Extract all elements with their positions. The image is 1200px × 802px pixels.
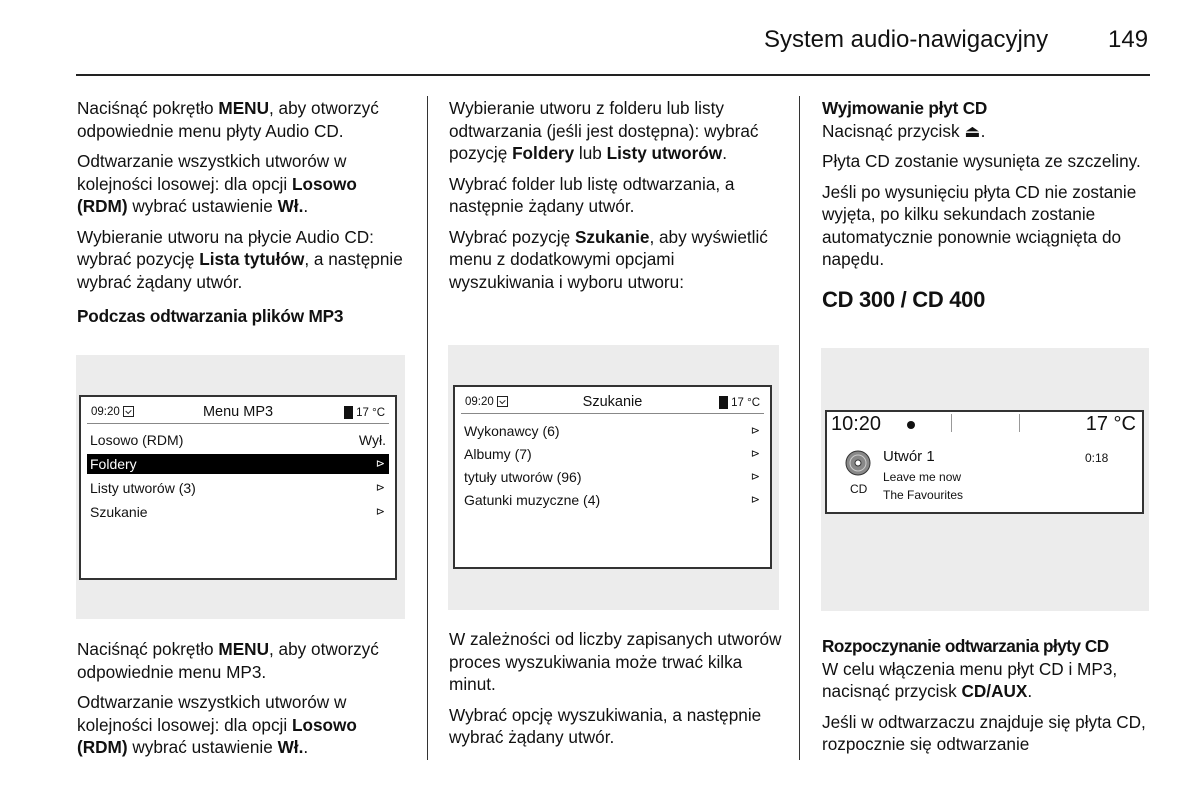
menu-item-playlists[interactable] (87, 478, 389, 498)
keyword: Losowo (RDM) (77, 714, 357, 757)
keyword: MENU (218, 98, 269, 118)
status-divider (1019, 414, 1020, 432)
screen-figure-cd-player (821, 348, 1149, 611)
status-divider (951, 414, 952, 432)
keyword: Wł. (277, 737, 304, 757)
temp-text: 17 °C (356, 407, 385, 419)
eject-icon: ⏏ (964, 120, 981, 141)
cd-disc-icon (845, 450, 871, 476)
column-3-bottom (822, 635, 1154, 764)
keyword: Losowo (RDM) (77, 173, 357, 216)
text: Nacisnąć przycisk (822, 120, 965, 141)
section-heading: Podczas odtwarzania plików MP3 (77, 306, 344, 326)
menu-item-label: Albumy (7) (464, 446, 532, 462)
column-3-top (822, 97, 1152, 319)
chapter-heading: CD 300 / CD 400 (822, 286, 986, 312)
chevron-right-icon: ⊳ (375, 482, 385, 494)
column-divider-1 (427, 96, 428, 760)
thermometer-icon (719, 396, 728, 409)
chevron-right-icon: ⊳ (750, 471, 760, 483)
display-screen (453, 385, 772, 569)
time-text: 09:20 (465, 396, 494, 408)
menu-item-label: Gatunki muzyczne (4) (464, 492, 601, 508)
menu-item-label: Listy utworów (3) (90, 480, 196, 496)
display-screen (825, 410, 1144, 514)
keyword: Listy utworów (606, 143, 723, 163)
column-1-top (77, 97, 407, 336)
text: Naciśnąć pokrętło (77, 98, 219, 118)
status-bar (461, 393, 764, 414)
status-temperature (719, 396, 760, 409)
text: wybrać ustawienie (127, 737, 278, 757)
column-divider-2 (799, 96, 800, 760)
column-2-bottom (449, 628, 784, 757)
text: . (980, 120, 986, 141)
screen-title: Menu MP3 (202, 404, 274, 420)
menu-item-label: Foldery (90, 456, 137, 472)
paragraph (822, 120, 1152, 143)
text: , a następnie wybrać żądany utwór. (77, 249, 403, 292)
text: Wybieranie utworu na płycie Audio CD: wybrać pozycję (77, 226, 374, 269)
text: . (722, 143, 727, 163)
track-title: Utwór 1 (883, 448, 935, 465)
keyword: Foldery (512, 143, 575, 163)
paragraph (449, 97, 784, 165)
column-2-top (449, 97, 784, 301)
text: lub (574, 143, 607, 163)
paragraph: Płyta CD zostanie wysunięta ze szczeliny. (822, 151, 1141, 171)
status-temperature (344, 406, 385, 419)
keyword: MENU (218, 639, 269, 659)
paragraph (77, 638, 407, 683)
menu-item-label: tytuły utworów (96) (464, 469, 582, 485)
source-label: CD (850, 482, 868, 496)
display-screen (79, 395, 397, 580)
paragraph: W zależności od liczby zapisanych utworów proces wyszukiwania może trwać kilka minut. (449, 629, 782, 694)
paragraph: Jeśli w odtwarzaczu znajduje się płyta CD, rozpocznie się odtwarzanie (822, 711, 1146, 754)
section-heading: Rozpoczynanie odtwarzania płyty CD (822, 636, 1109, 656)
menu-item-track-titles[interactable] (461, 467, 764, 487)
chevron-right-icon: ⊳ (375, 506, 385, 518)
text: Wybrać pozycję (449, 226, 575, 247)
menu-item-genres[interactable] (461, 490, 764, 510)
chevron-right-icon: ⊳ (750, 448, 760, 460)
menu-item-random[interactable] (87, 430, 389, 450)
running-header-title: System audio-nawigacyjny (764, 26, 1049, 53)
thermometer-icon (344, 406, 353, 419)
keyword: Lista tytułów (199, 249, 305, 269)
paragraph: Wybrać opcję wyszukiwania, a następnie wybrać żądany utwór. (449, 704, 762, 747)
text: W celu włączenia menu płyt CD i MP3, nacisnąć przycisk (822, 658, 1118, 701)
text: . (303, 196, 309, 216)
page-number: 149 (1108, 26, 1149, 53)
text: , aby otworzyć odpowiednie menu MP3. (77, 639, 379, 682)
record-indicator-icon (907, 421, 915, 429)
paragraph (822, 658, 1154, 703)
track-info-line: Leave me now (883, 470, 962, 484)
menu-item-artists[interactable] (461, 421, 764, 441)
status-bar (827, 412, 1142, 436)
text: . (1027, 681, 1033, 701)
column-1-bottom (77, 638, 407, 767)
menu-item-value: Wył. (358, 432, 386, 448)
text: Wybieranie utworu z folderu lub listy odtwarzania (jeśli jest dostępna): wybrać pozycję (449, 98, 759, 163)
text: Odtwarzanie wszystkich utworów w kolejności losowej: dla opcji (77, 692, 347, 735)
menu-item-label: Losowo (RDM) (90, 432, 184, 448)
header-rule (76, 74, 1150, 76)
screen-title: Szukanie (582, 394, 643, 410)
keyword: Wł. (277, 196, 304, 216)
status-time: 10:20 (831, 413, 882, 435)
keyword: CD/AUX (961, 681, 1028, 701)
menu-item-label: Szukanie (90, 504, 148, 520)
menu-item-folders[interactable] (87, 454, 389, 474)
menu-item-search[interactable] (87, 502, 389, 522)
chevron-right-icon: ⊳ (750, 425, 760, 437)
chevron-right-icon: ⊳ (750, 494, 760, 506)
paragraph (77, 691, 407, 759)
text: Odtwarzanie wszystkich utworów w kolejności losowej: dla opcji (77, 151, 347, 194)
paragraph: Jeśli po wysunięciu płyta CD nie zostanie wyjęta, po kilku sekundach zostanie automatycznie ponownie wciągnięta do napędu. (822, 181, 1137, 269)
elapsed-time: 0:18 (1085, 451, 1109, 465)
temp-text: 17 °C (731, 397, 760, 409)
status-temperature: 17 °C (1085, 413, 1136, 435)
paragraph (77, 150, 407, 218)
paragraph (449, 226, 784, 294)
text: , aby otworzyć odpowiednie menu płyty Audio CD. (77, 98, 379, 141)
text: Naciśnąć pokrętło (77, 639, 219, 659)
text: wybrać ustawienie (127, 196, 278, 216)
menu-item-albums[interactable] (461, 444, 764, 464)
track-info-line: The Favourites (883, 488, 964, 502)
paragraph (77, 97, 407, 142)
paragraph: Wybrać folder lub listę odtwarzania, a następnie żądany utwór. (449, 173, 735, 216)
text: . (303, 737, 309, 757)
menu-item-label: Wykonawcy (6) (464, 423, 560, 439)
section-heading: Wyjmowanie płyt CD (822, 98, 988, 118)
paragraph (77, 226, 407, 294)
keyword: Szukanie (574, 226, 650, 247)
screen-figure-search (448, 345, 779, 610)
text: , aby wyświetlić menu z dodatkowymi opcjami wyszukiwania i wyboru utworu: (449, 226, 768, 292)
time-text: 09:20 (91, 406, 120, 418)
screen-figure-menu-mp3 (76, 355, 405, 619)
chevron-right-icon: ⊳ (375, 458, 385, 470)
status-bar (87, 403, 389, 424)
